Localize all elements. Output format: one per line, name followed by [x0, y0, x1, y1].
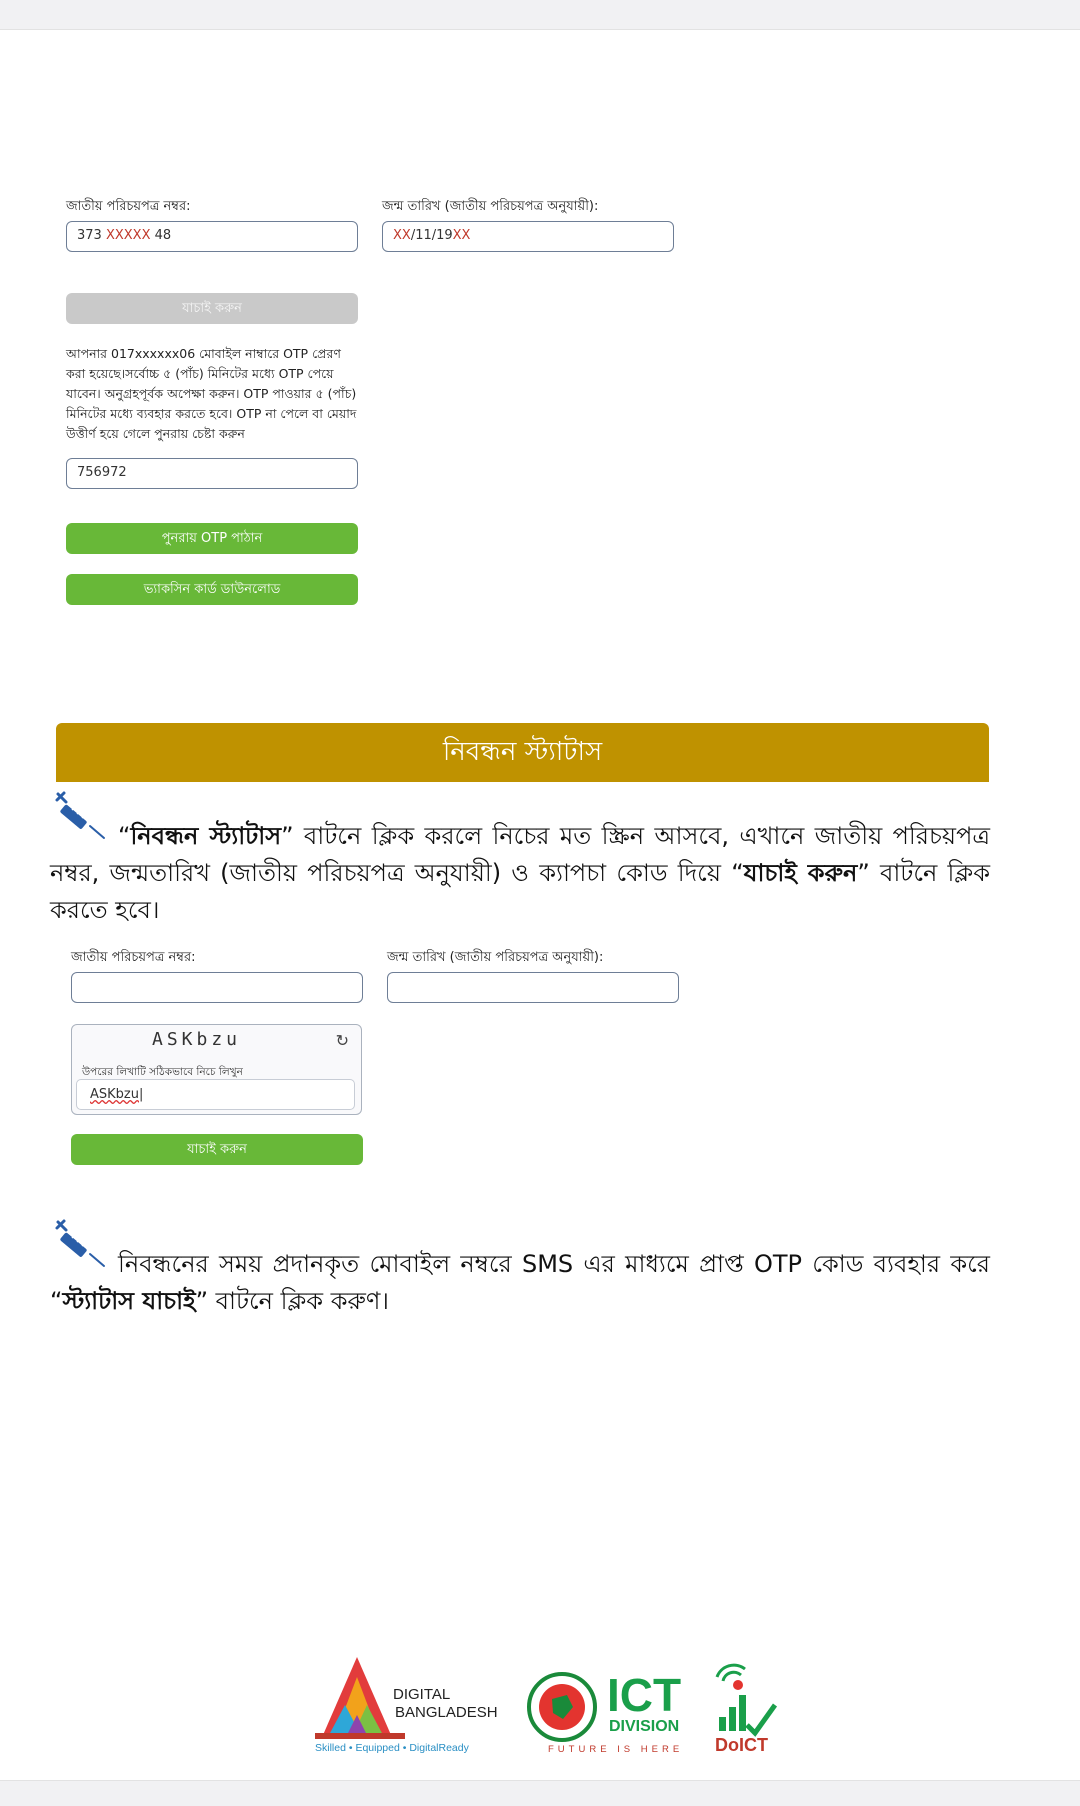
- nid-field[interactable]: 373 XXXXX 48: [66, 221, 358, 252]
- digital-bangladesh-logo: [315, 1657, 498, 1754]
- reload-icon[interactable]: ↻: [335, 1031, 349, 1050]
- captcha-box: [71, 1024, 362, 1115]
- dob-label-2: জন্ম তারিখ (জাতীয় পরিচয়পত্র অনুযায়ী):: [387, 950, 604, 965]
- otp-message: আপনার 017xxxxxx06 মোবাইল নাম্বারে OTP প্রেরণ করা হয়েছে।সর্বোচ্চ ৫ (পাঁচ) মিনিটের মধ্যে OTP পেয়ে যাবেন। অনুগ্রহপূর্বক অপেক্ষা করুন। OTP পাওয়ার ৫ (পাঁচ) মিনিটের মধ্যে ব্যবহার করতে হবে। OTP না পেলে বা মেয়াদ উত্তীর্ণ হয়ে গেলে পুনরায় চেষ্টা করুন: [66, 346, 357, 441]
- footer-logos: [305, 1655, 785, 1755]
- section-banner: নিবন্ধন স্ট্যাটাস: [56, 723, 989, 782]
- ict-division: DIVISION: [609, 1718, 680, 1735]
- doict-label: DoICT: [715, 1735, 768, 1755]
- verify-button[interactable]: যাচাই করুন: [71, 1134, 363, 1165]
- digital-bd-tagline: Skilled • Equipped • DigitalReady: [315, 1742, 469, 1754]
- top-bar: [0, 0, 1080, 30]
- digital-bd-line2: BANGLADESH: [395, 1704, 498, 1721]
- dob-label: জন্ম তারিখ (জাতীয় পরিচয়পত্র অনুযায়ী):: [382, 199, 599, 214]
- verify-button-disabled[interactable]: যাচাই করুন: [66, 293, 358, 324]
- instruction-paragraph-2: নিবন্ধনের সময় প্রদানকৃত মোবাইল নম্বরে SMS এর মাধ্যমে প্রাপ্ত OTP কোড ব্যবহার করে “স্ট্যাটাস যাচাই” বাটনে ক্লিক করুণ।: [50, 1250, 990, 1315]
- nid-label: জাতীয় পরিচয়পত্র নম্বর:: [66, 199, 191, 214]
- digital-bd-line1: DIGITAL: [393, 1686, 451, 1703]
- captcha-hint: উপরের লিখাটি সঠিকভাবে নিচে লিখুন: [82, 1066, 243, 1078]
- captcha-input[interactable]: ASKbzu|: [76, 1079, 355, 1110]
- resend-otp-button[interactable]: পুনরায় OTP পাঠান: [66, 523, 358, 554]
- ict-tagline: FUTURE IS HERE: [548, 1744, 684, 1755]
- government-seal-icon: [529, 1674, 595, 1740]
- vaccine-card-download-button[interactable]: ভ্যাকসিন কার্ড ডাউনলোড: [66, 574, 358, 605]
- otp-field[interactable]: 756972: [66, 458, 358, 489]
- dob-field-2[interactable]: [387, 972, 679, 1003]
- instruction-paragraph-1: “নিবন্ধন স্ট্যাটাস” বাটনে ক্লিক করলে নিচের মত স্ক্রিন আসবে, এখানে জাতীয় পরিচয়পত্র নম্বর, জন্মতারিখ (জাতীয় পরিচয়পত্র অনুযায়ী) ও ক্যাপচা কোড দিয়ে “যাচাই করুন” বাটনে ক্লিক করতে হবে।: [50, 822, 991, 924]
- doict-logo: [715, 1665, 775, 1755]
- captcha-code: ASKbzu: [152, 1029, 242, 1050]
- nid-field-2[interactable]: [71, 972, 363, 1003]
- bottom-bar: [0, 1780, 1080, 1806]
- dob-field[interactable]: XX/11/19XX: [382, 221, 674, 252]
- ict-title: ICT: [607, 1669, 682, 1721]
- nid-label-2: জাতীয় পরিচয়পত্র নম্বর:: [71, 950, 196, 965]
